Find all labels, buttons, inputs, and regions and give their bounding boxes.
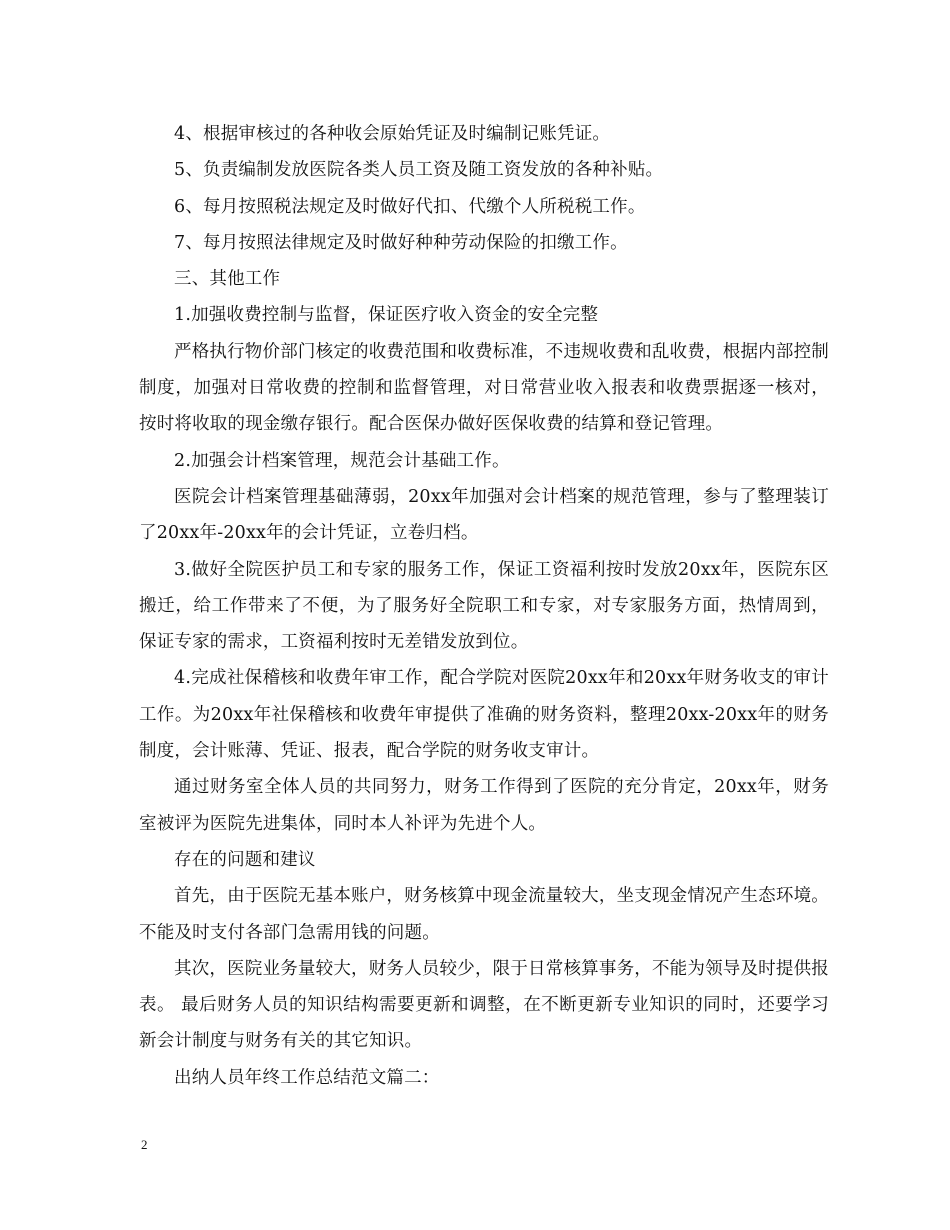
paragraph-item-4: 4、根据审核过的各种收会原始凭证及时编制记账凭证。 [174,124,611,144]
paragraph-staff-service: 3.做好全院医护员工和专家的服务工作，保证工资福利按时发放20xx年，医院东区搬迁，给工作带来了不便，为了服务好全院职工和专家，对专家服务方面，热情周到，保证专家的需求，工资福利按时无差错发放到位。 [139,559,829,653]
paragraph-audit-work: 4.完成社保稽核和收费年审工作，配合学院对医院20xx年和20xx年财务收支的审计工作。为20xx年社保稽核和收费年审提供了准确的财务资料，整理20xx-20xx年的财务制度，会计账薄、凭证、报表，配合学院的财务收支审计。 [139,668,829,762]
paragraph-item-6: 6、每月按照税法规定及时做好代扣、代缴个人所税税工作。 [174,196,646,217]
paragraph-next-article-title: 出纳人员年终工作总结范文篇二： [174,1067,440,1088]
document-body [139,116,829,1096]
page-number: 2 [141,1137,148,1152]
section-heading-other-work: 三、其他工作 [174,269,281,290]
paragraph-archive-management: 医院会计档案管理基础薄弱，20xx年加强对会计档案的规范管理，参与了整理装订了20xx年-20xx年的会计凭证，立卷归档。 [139,486,829,544]
paragraph-problem-first: 首先，由于医院无基本账户，财务核算中现金流量较大，坐支现金情况产生态环境。不能及时支付各部门急需用钱的问题。 [139,886,829,943]
subheading-archive-management: 2.加强会计档案管理，规范会计基础工作。 [174,450,510,471]
subheading-fee-control: 1.加强收费控制与监督，保证医疗收入资金的安全完整 [174,305,599,326]
subheading-problems-suggestions: 存在的问题和建议 [174,849,316,870]
paragraph-achievement: 通过财务室全体人员的共同努力，财务工作得到了医院的充分肯定，20xx年，财务室被评为医院先进集体，同时本人补评为先进个人。 [139,777,829,834]
paragraph-problem-second: 其次，医院业务量较大，财务人员较少，限于日常核算事务，不能为领导及时提供报表。 最后财务人员的知识结构需要更新和调整，在不断更新专业知识的同时，还要学习新会计制度与财务有关的其它知识。 [139,958,829,1052]
paragraph-item-5: 5、负责编制发放医院各类人员工资及随工资发放的各种补贴。 [174,160,664,181]
paragraph-fee-control: 严格执行物价部门核定的收费范围和收费标准，不违规收费和乱收费，根据内部控制制度，加强对日常收费的控制和监督管理，对日常营业收入报表和收费票据逐一核对，按时将收取的现金缴存银行。配合医保办做好医保收费的结算和登记管理。 [139,341,829,435]
paragraph-item-7: 7、每月按照法律规定及时做好种种劳动保险的扣缴工作。 [174,232,628,253]
